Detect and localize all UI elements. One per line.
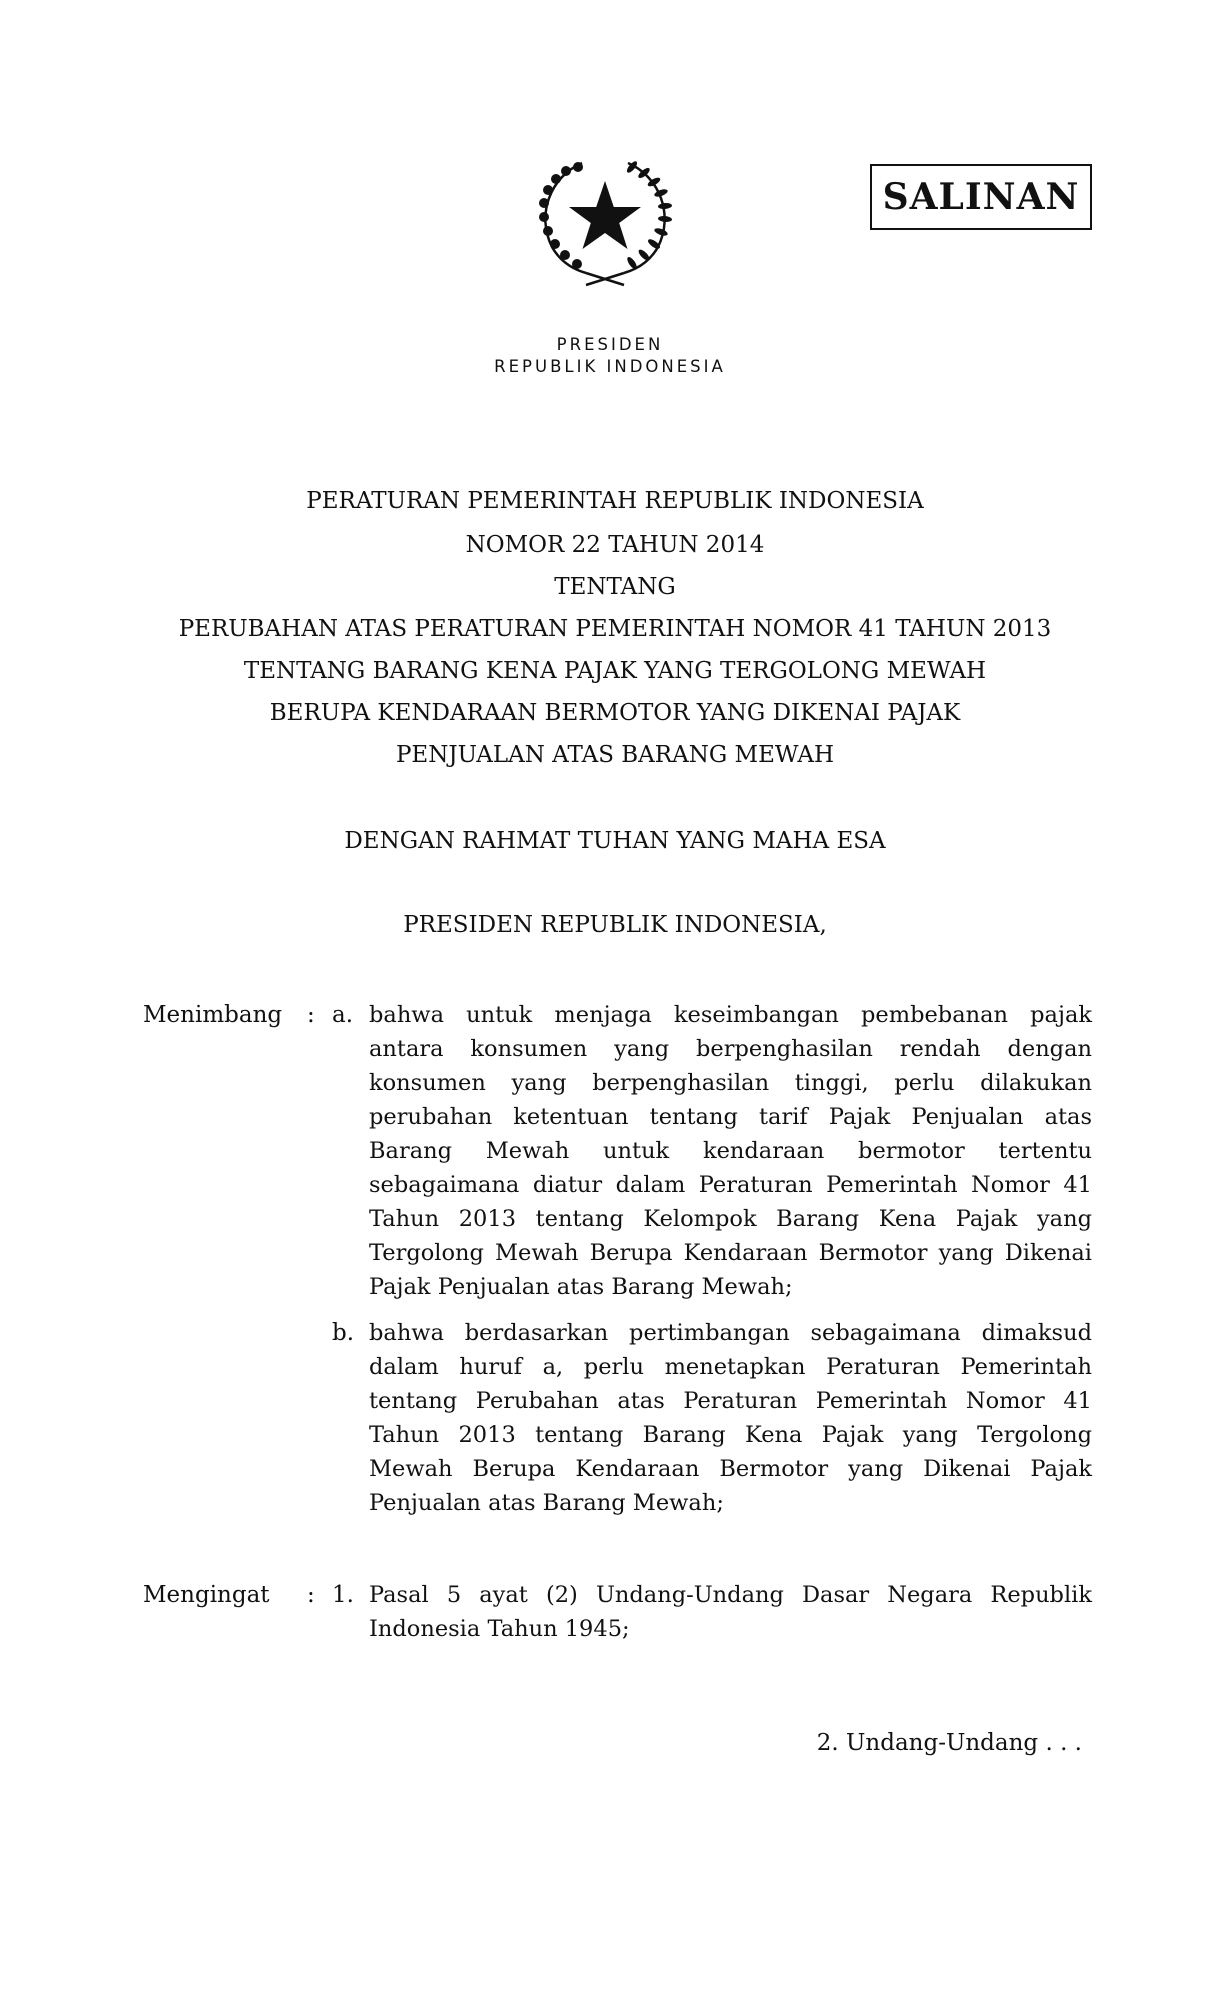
salinan-stamp: [870, 164, 1092, 230]
invocation: DENGAN RAHMAT TUHAN YANG MAHA ESA: [344, 828, 886, 854]
title-line-1: PERATURAN PEMERINTAH REPUBLIK INDONESIA: [306, 488, 924, 514]
menimbang-colon: :: [307, 1002, 315, 1028]
menimbang-item-a: bahwa untuk menjaga keseimbangan pembebanan pajak antara konsumen yang berpenghasilan rendah dengan konsumen yang berpenghasilan tinggi, perlu dilakukan perubahan ketentuan tentang tarif Pajak Penjualan atas Barang Mewah untuk kendaraan bermotor tertentu sebagaimana diatur dalam Peraturan Pemerintah Nomor 41 Tahun 2013 tentang Kelompok Barang Kena Pajak yang Tergolong Mewah Berupa Kendaraan Bermotor yang Dikenai Pajak Penjualan atas Barang Mewah;: [369, 1002, 1092, 1300]
stamp-label: SALINAN: [882, 176, 1080, 218]
menimbang-marker-b: b.: [332, 1320, 355, 1346]
menimbang-marker-a: a.: [332, 1002, 354, 1028]
title-line-2: NOMOR 22 TAHUN 2014: [465, 532, 765, 558]
mengingat-label: Mengingat: [143, 1582, 270, 1608]
president-heading: PRESIDEN REPUBLIK INDONESIA,: [403, 912, 827, 938]
page-continuation: 2. Undang-Undang . . .: [816, 1730, 1082, 1756]
menimbang-label: Menimbang: [143, 1002, 283, 1028]
garuda-star-emblem-icon: [520, 155, 690, 295]
mengingat-marker-1: 1.: [332, 1582, 354, 1608]
title-line-7: PENJUALAN ATAS BARANG MEWAH: [395, 742, 835, 768]
title-line-6: BERUPA KENDARAAN BERMOTOR YANG DIKENAI PAJAK: [269, 700, 961, 726]
issuer-line-1: PRESIDEN: [556, 335, 664, 354]
title-line-4: PERUBAHAN ATAS PERATURAN PEMERINTAH NOMOR 41 TAHUN 2013: [178, 616, 1052, 642]
title-line-5: TENTANG BARANG KENA PAJAK YANG TERGOLONG MEWAH: [243, 658, 987, 684]
title-line-3: TENTANG: [554, 574, 676, 600]
issuer-line-2: REPUBLIK INDONESIA: [494, 357, 726, 376]
issuer-block: [420, 334, 800, 378]
menimbang-item-b: bahwa berdasarkan pertimbangan sebagaimana dimaksud dalam huruf a, perlu menetapkan Peraturan Pemerintah tentang Perubahan atas Peraturan Pemerintah Nomor 41 Tahun 2013 tentang Barang Kena Pajak yang Tergolong Mewah Berupa Kendaraan Bermotor yang Dikenai Pajak Penjualan atas Barang Mewah;: [369, 1320, 1092, 1516]
mengingat-item-1: Pasal 5 ayat (2) Undang-Undang Dasar Negara Republik Indonesia Tahun 1945;: [369, 1582, 1092, 1642]
mengingat-colon: :: [307, 1582, 315, 1608]
